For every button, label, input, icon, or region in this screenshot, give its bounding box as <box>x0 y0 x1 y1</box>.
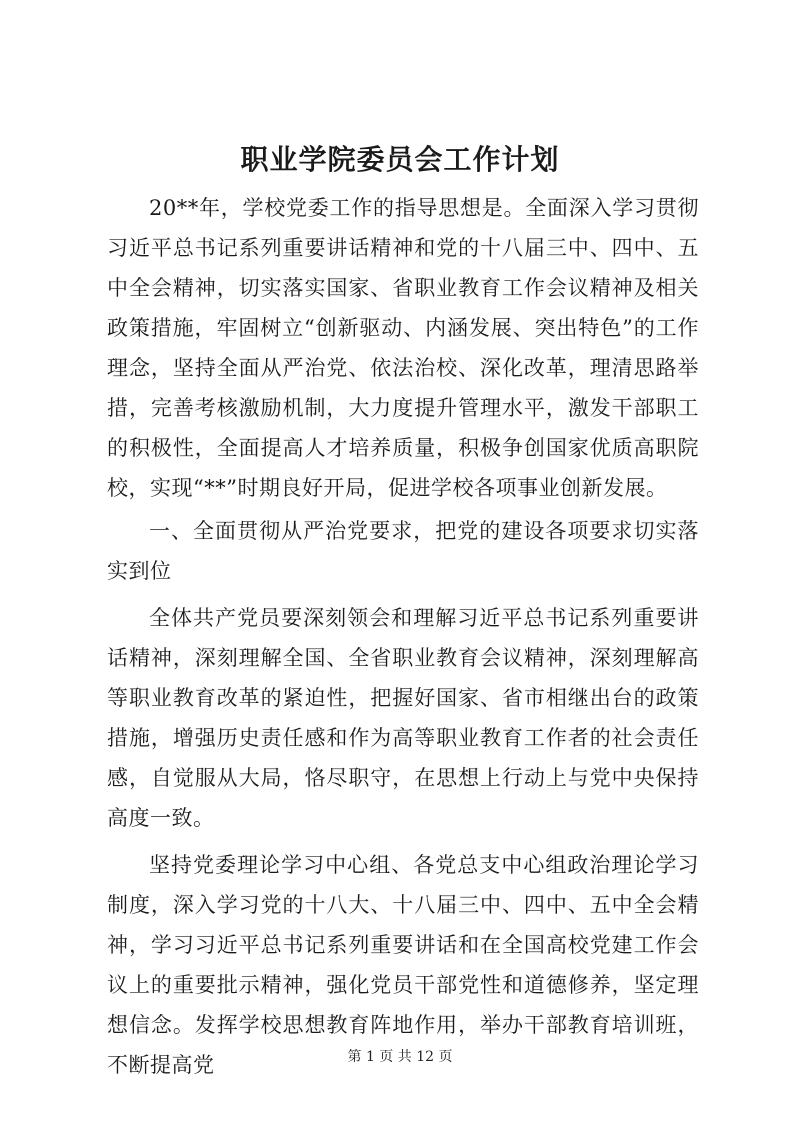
document-title: 职业学院委员会工作计划 <box>240 143 560 176</box>
document-body <box>107 188 699 1085</box>
paragraph-theory-study: 坚持党委理论学习中心组、各党总支中心组政治理论学习制度，深入学习党的十八大、十八届三中、四中、五中全会精神，学习习近平总书记系列重要讲话和在全国高校党建工作会议上的重要批示精神，强化党员干部党性和道德修养，坚定理想信念。发挥学校思想教育阵地作用，举办干部教育培训班，不断提高党 <box>107 853 699 1077</box>
paragraph-study-spirit: 全体共产党员要深刻领会和理解习近平总书记系列重要讲话精神，深刻理解全国、全省职业教育会议精神，深刻理解高等职业教育改革的紧迫性，把握好国家、省市相继出台的政策措施，增强历史责任感和作为高等职业教育工作者的社会责任感，自觉服从大局，恪尽职守，在思想上行动上与党中央保持高度一致。 <box>107 606 699 830</box>
paragraph-guiding-ideology: 20**年，学校党委工作的指导思想是。全面深入学习贯彻习近平总书记系列重要讲话精神和党的十八届三中、四中、五中全会精神，切实落实国家、省职业教育工作会议精神及相关政策措施，牢固树立“创新驱动、内涵发展、突出特色”的工作理念，坚持全面从严治党、依法治校、深化改革，理清思路举措，完善考核激励机制，大力度提升管理水平，激发干部职工的积极性，全面提高人才培养质量，积极争创国家优质高职院校，实现“**”时期良好开局，促进学校各项事业创新发展。 <box>107 196 699 500</box>
page-number-footer: 第 1 页 共 12 页 <box>347 1049 453 1065</box>
section-heading-1: 一、全面贯彻从严治党要求，把党的建设各项要求切实落实到位 <box>107 519 699 583</box>
